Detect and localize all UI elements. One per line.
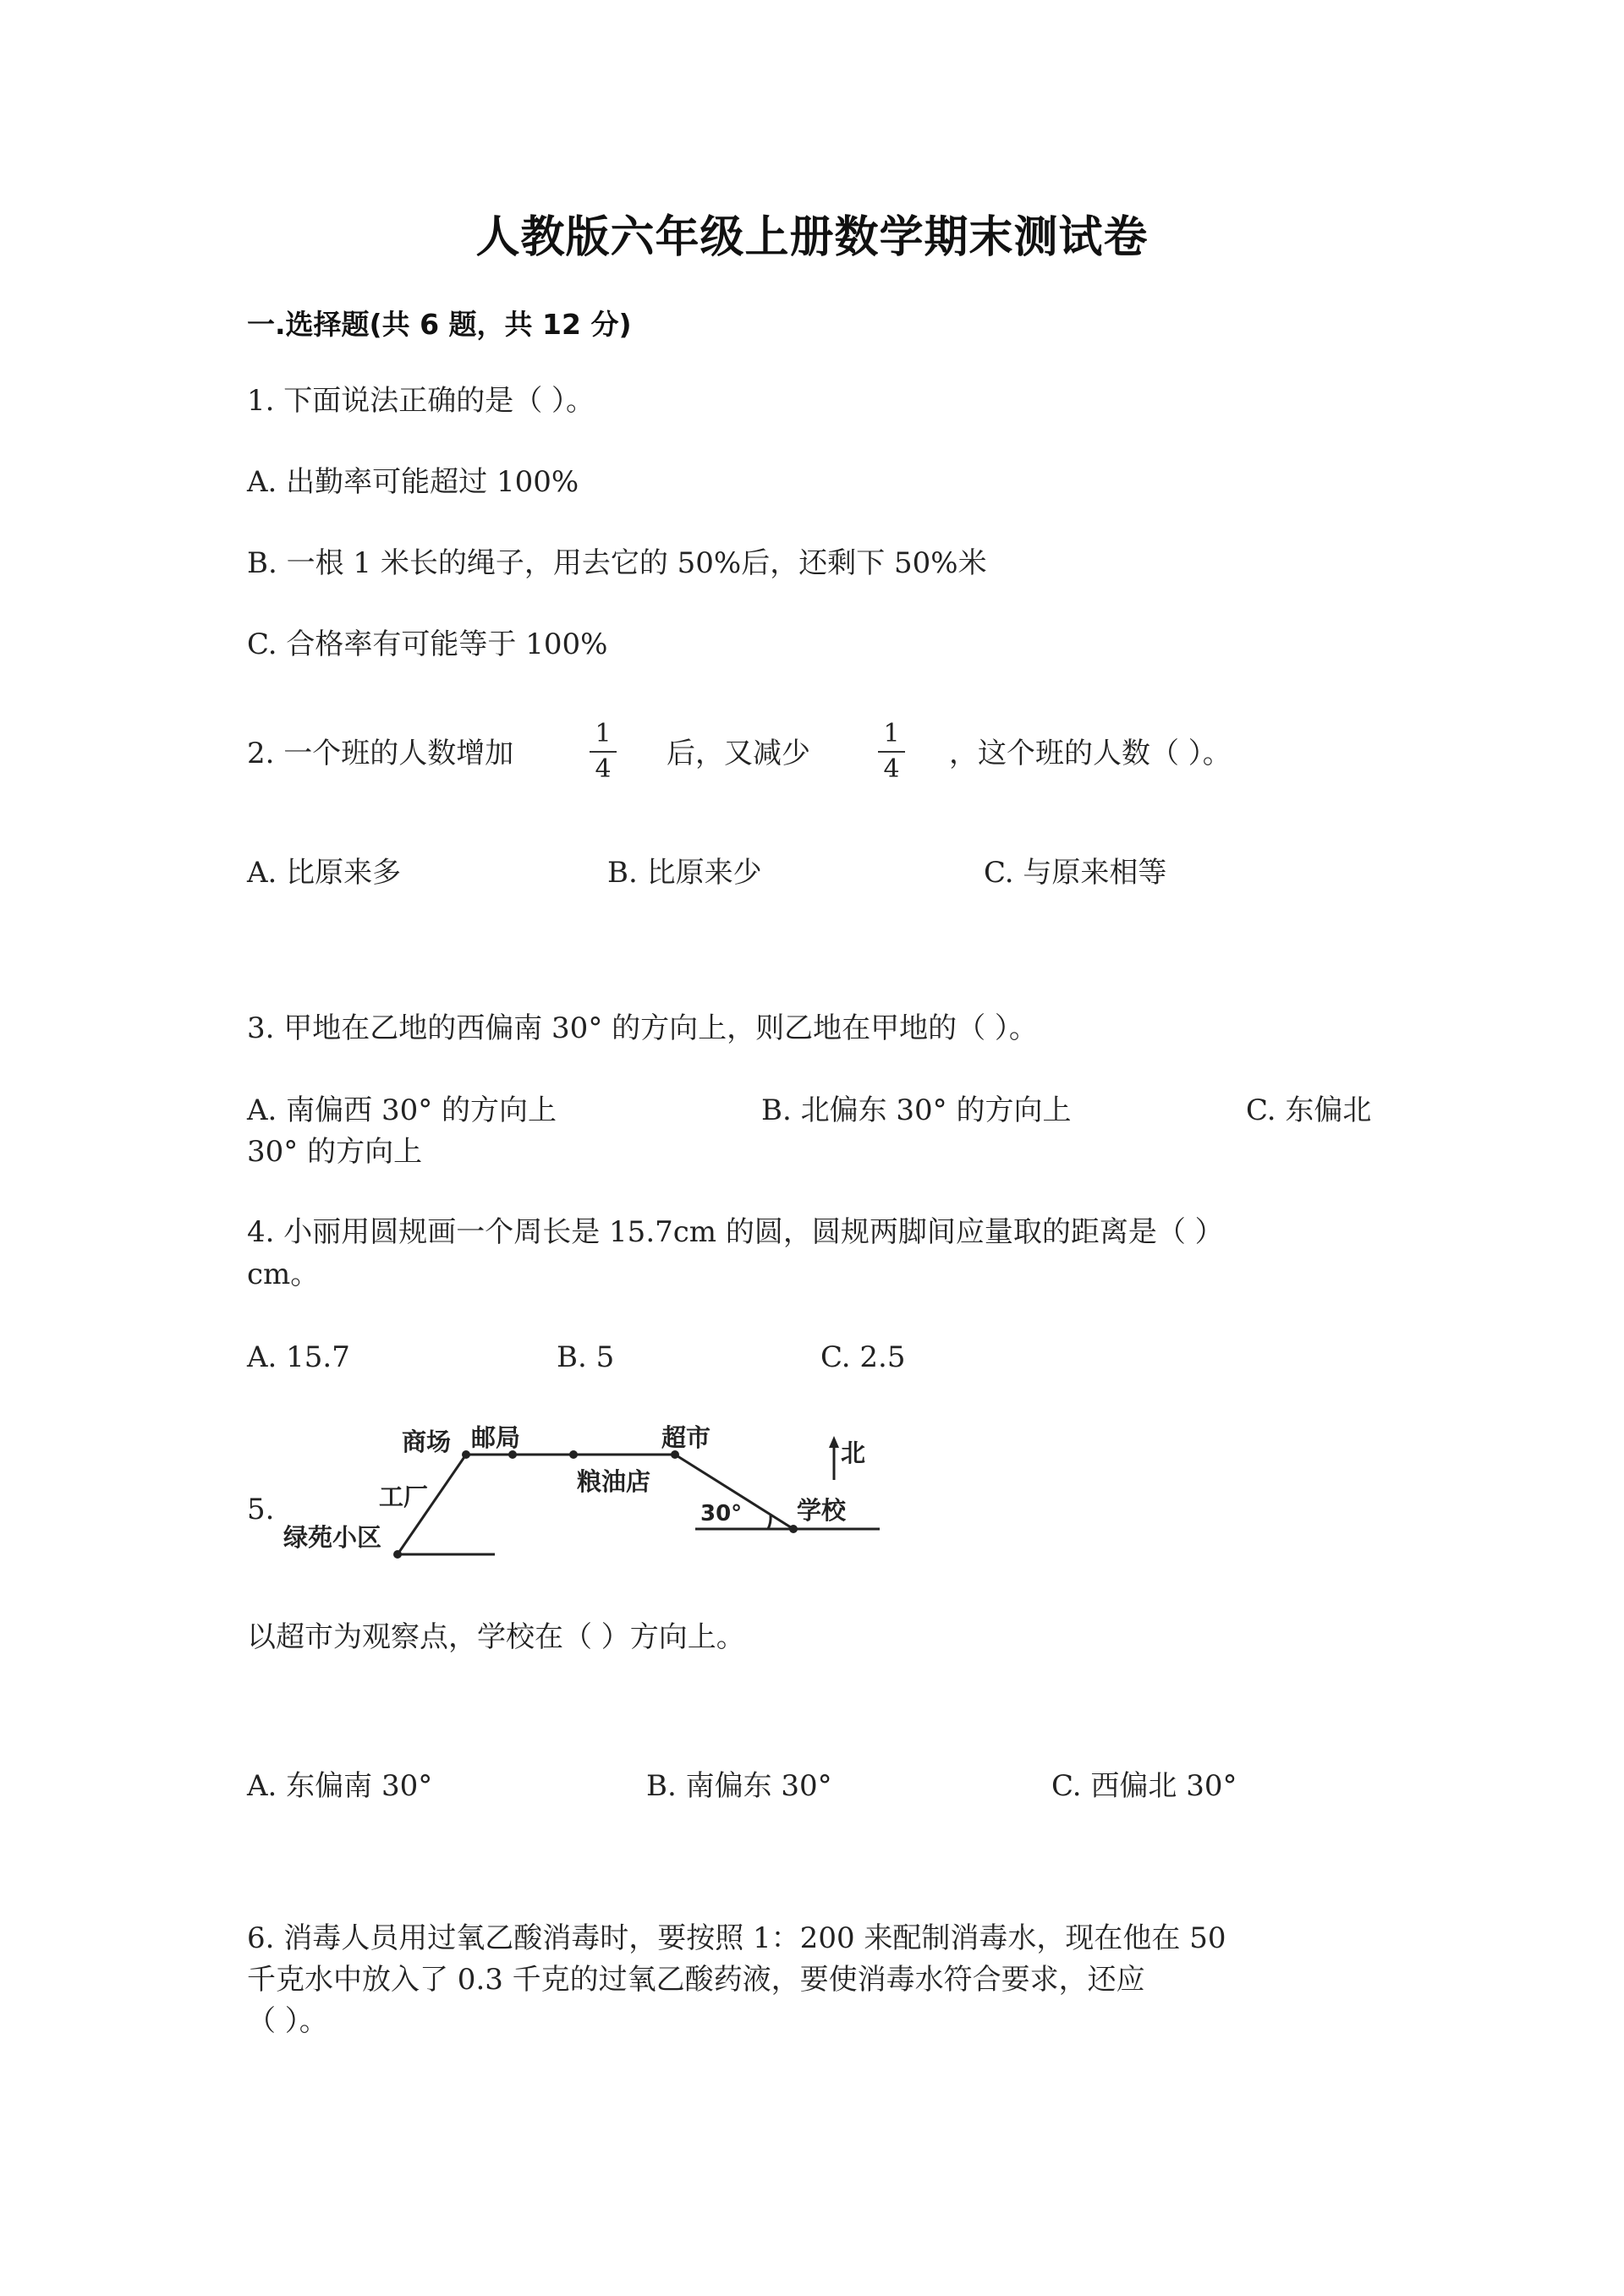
- question-3-option-c-continued: 30° 的方向上: [247, 1135, 423, 1169]
- point-grain-store: [569, 1450, 578, 1459]
- fraction-bar: [878, 751, 905, 753]
- label-supermarket: 超市: [661, 1423, 711, 1452]
- fraction-numerator: 1: [883, 719, 900, 748]
- question-1-stem: 1. 下面说法正确的是（ ）。: [247, 384, 595, 418]
- question-5-option-b: B. 南偏东 30°: [646, 1769, 832, 1803]
- angle-arc: [768, 1515, 771, 1529]
- question-4-option-a: A. 15.7: [247, 1340, 350, 1374]
- north-arrow-head: [829, 1436, 839, 1448]
- fraction-denominator: 4: [595, 754, 612, 784]
- question-1-option-a: A. 出勤率可能超过 100%: [247, 465, 579, 499]
- question-1-option-c: C. 合格率有可能等于 100%: [247, 627, 608, 661]
- label-school: 学校: [797, 1496, 847, 1525]
- question-4-stem-continued: cm。: [247, 1258, 320, 1291]
- question-2-option-c: C. 与原来相等: [984, 856, 1167, 890]
- label-north: 北: [841, 1438, 866, 1467]
- question-1-option-b: B. 一根 1 米长的绳子，用去它的 50%后，还剩下 50%米: [247, 546, 987, 580]
- question-2-option-b: B. 比原来少: [607, 856, 762, 890]
- question-3-stem: 3. 甲地在乙地的西偏南 30° 的方向上，则乙地在甲地的（ ）。: [247, 1011, 1038, 1045]
- point-mall: [462, 1450, 470, 1459]
- question-2-part3: ，这个班的人数（ ）。: [949, 737, 1232, 770]
- label-post-office: 邮局: [471, 1423, 521, 1452]
- question-6-line-2: 千克水中放入了 0.3 千克的过氧乙酸药液，要使消毒水符合要求，还应: [247, 1963, 1145, 1997]
- fraction-bar: [590, 751, 617, 753]
- fraction-one-quarter-1: [586, 719, 620, 785]
- fraction-one-quarter-2: [875, 719, 908, 785]
- question-2-part2: 后，又减少: [667, 737, 810, 770]
- direction-map-figure: [271, 1421, 897, 1573]
- question-3-option-a: A. 南偏西 30° 的方向上: [247, 1093, 557, 1127]
- fraction-numerator: 1: [595, 719, 612, 748]
- question-5-option-c: C. 西偏北 30°: [1051, 1769, 1237, 1803]
- question-5-stem: 以超市为观察点，学校在（ ）方向上。: [247, 1620, 745, 1654]
- question-4-option-b: B. 5: [557, 1340, 615, 1374]
- point-school: [789, 1525, 798, 1533]
- question-6-line-3: （ ）。: [247, 2004, 328, 2038]
- question-2-option-a: A. 比原来多: [247, 856, 402, 890]
- fraction-denominator: 4: [883, 754, 900, 784]
- label-angle: 30°: [700, 1501, 743, 1526]
- question-4-option-c: C. 2.5: [820, 1340, 906, 1374]
- label-community: 绿苑小区: [283, 1523, 382, 1552]
- question-4-stem: 4. 小丽用圆规画一个周长是 15.7cm 的圆，圆规两脚间应量取的距离是（ ）: [247, 1215, 1224, 1249]
- question-5-option-a: A. 东偏南 30°: [247, 1769, 433, 1803]
- label-factory: 工厂: [379, 1482, 429, 1511]
- label-grain-store: 粮油店: [577, 1467, 651, 1496]
- exam-title: 人教版六年级上册数学期末测试卷: [475, 212, 1149, 263]
- label-mall: 商场: [402, 1427, 452, 1456]
- question-5-number: 5.: [247, 1493, 275, 1526]
- question-2-part1: 2. 一个班的人数增加: [247, 737, 514, 770]
- point-community: [393, 1550, 402, 1559]
- question-6-line-1: 6. 消毒人员用过氧乙酸消毒时，要按照 1：200 来配制消毒水，现在他在 50: [247, 1921, 1226, 1955]
- section-heading: 一.选择题(共 6 题，共 12 分): [247, 308, 632, 341]
- question-3-option-c: C. 东偏北: [1246, 1093, 1372, 1127]
- question-3-option-b: B. 北偏东 30° 的方向上: [761, 1093, 1072, 1127]
